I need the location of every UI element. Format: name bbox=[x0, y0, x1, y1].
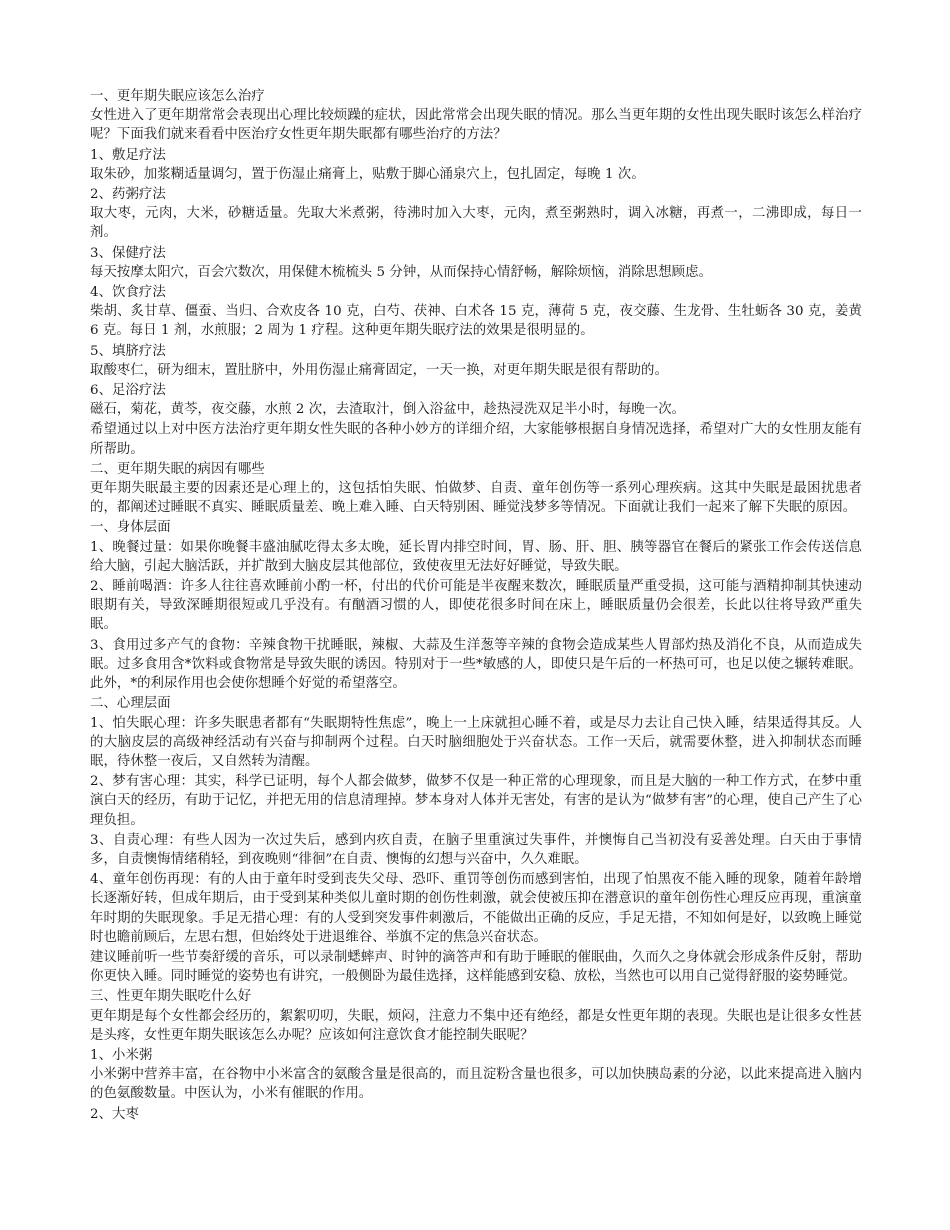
subsection-heading: 4、饮食疗法 bbox=[90, 285, 166, 301]
subsection-heading: 一、身体层面 bbox=[90, 520, 171, 536]
paragraph: 每天按摩太阳穴，百会穴数次，用保健木梳梳头 5 分钟，从而保持心情舒畅，解除烦恼，消除思想顾虑。 bbox=[90, 264, 713, 280]
paragraph: 3、自责心理：有些人因为一次过失后，感到内疚自责，在脑子里重演过失事件，并懊悔自己当初没有妥善处理。白天由于事情多，自责懊悔情绪稍轻，到夜晚则“徘徊”在自责、懊悔的幻想与兴奋中，久久难眠。 bbox=[90, 832, 862, 867]
paragraph: 1、怕失眠心理：许多失眠患者都有“失眠期特性焦虑”，晚上一上床就担心睡不着，或是尽力去让自己快入睡，结果适得其反。人的大脑皮层的高级神经活动有兴奋与抑制两个过程。白天时脑细胞处于兴奋状态。工作一天后，就需要休整，进入抑制状态而睡眠，待休整一夜后，又自然转为清醒。 bbox=[90, 715, 862, 769]
paragraph: 磁石，菊花，黄芩，夜交藤，水煎 2 次，去渣取汁，倒入浴盆中，趁热浸洗双足半小时，每晚一次。 bbox=[90, 402, 686, 418]
section-heading: 一、更年期失眠应该怎么治疗 bbox=[90, 89, 265, 104]
subsection-heading: 1、敷足疗法 bbox=[90, 147, 166, 163]
section-heading: 二、更年期失眠的病因有哪些 bbox=[90, 461, 265, 477]
subsection-heading: 2、药粥疗法 bbox=[90, 187, 166, 203]
paragraph: 女性进入了更年期常常会表现出心理比较烦躁的症状，因此常常会出现失眠的情况。那么当更年期的女性出现失眠时该怎么样治疗呢？下面我们就来看看中医治疗女性更年期失眠都有哪些治疗的方法？ bbox=[90, 108, 862, 143]
subsection-heading: 6、足浴疗法 bbox=[90, 383, 166, 399]
subsection-heading: 二、心理层面 bbox=[90, 696, 171, 712]
paragraph: 更年期是每个女性都会经历的，絮絮叨叨，失眠，烦闷，注意力不集中还有绝经，都是女性更年期的表现。失眠也是让很多女性甚是头疼，女性更年期失眠该怎么办呢？应该如何注意饮食才能控制失眠呢？ bbox=[90, 1008, 862, 1043]
subsection-heading: 5、填脐疗法 bbox=[90, 343, 166, 359]
subsection-heading: 2、大枣 bbox=[90, 1106, 139, 1122]
subsection-heading: 3、保健疗法 bbox=[90, 245, 166, 261]
subsection-heading: 1、小米粥 bbox=[90, 1047, 153, 1063]
paragraph: 更年期失眠最主要的因素还是心理上的，这包括怕失眠、怕做梦、自责、童年创伤等一系列心理疾病。这其中失眠是最困扰患者的，都阐述过睡眠不真实、睡眠质量差、晚上难入睡、白天特别困、睡觉浅梦多等情况。下面就让我们一起来了解下失眠的原因。 bbox=[90, 481, 862, 516]
paragraph: 2、睡前喝酒：许多人往往喜欢睡前小酌一杯，付出的代价可能是半夜醒来数次，睡眠质量严重受损，这可能与酒精抑制其快速动眼期有关，导致深睡期很短或几乎没有。有酗酒习惯的人，即使花很多时间在床上，睡眠质量仍会很差，长此以往将导致严重失眠。 bbox=[90, 579, 862, 633]
paragraph: 1、晚餐过量：如果你晚餐丰盛油腻吃得太多太晚，延长胃内排空时间，胃、肠、肝、胆、胰等器官在餐后的紧张工作会传送信息给大脑，引起大脑活跃，并扩散到大脑皮层其他部位，致使夜里无法好好睡觉，导致失眠。 bbox=[90, 539, 862, 574]
paragraph: 建议睡前听一些节奏舒缓的音乐，可以录制蟋蟀声、时钟的滴答声和有助于睡眠的催眠曲，久而久之身体就会形成条件反射，帮助你更快入睡。同时睡觉的姿势也有讲究，一般侧卧为最佳选择，这样能感到安稳、放松，当然也可以用自己觉得舒服的姿势睡觉。 bbox=[90, 949, 862, 985]
paragraph: 取酸枣仁，研为细末，置肚脐中，外用伤湿止痛膏固定，一天一换，对更年期失眠是很有帮助的。 bbox=[90, 362, 668, 378]
section-heading: 三、性更年期失眠吃什么好 bbox=[90, 989, 252, 1005]
paragraph: 3、食用过多产气的食物：辛辣食物干扰睡眠，辣椒、大蒜及生洋葱等辛辣的食物会造成某些人胃部灼热及消化不良，从而造成失眠。过多食用含*饮料或食物常是导致失眠的诱因。特别对于一些*敏感的人，即使只是午后的一杯热可可，也足以使之辗转难眠。此外，*的利尿作用也会使你想睡个好觉的希望落空。 bbox=[90, 637, 862, 692]
paragraph: 小米粥中营养丰富，在谷物中小米富含的氨酸含量是很高的，而且淀粉含量也很多，可以加快胰岛素的分泌，以此来提高进入脑内的色氨酸数量。中医认为，小米有催眠的作用。 bbox=[90, 1067, 862, 1102]
paragraph: 希望通过以上对中医方法治疗更年期女性失眠的各种小妙方的详细介绍，大家能够根据自身情况选择，希望对广大的女性朋友能有所帮助。 bbox=[90, 422, 862, 457]
paragraph: 取朱砂，加浆糊适量调匀，置于伤湿止痛膏上，贴敷于脚心涌泉穴上，包扎固定，每晚 1 次。 bbox=[90, 166, 645, 182]
paragraph: 2、梦有害心理：其实，科学已证明，每个人都会做梦，做梦不仅是一种正常的心理现象，而且是大脑的一种工作方式，在梦中重演白天的经历，有助于记忆，并把无用的信息清理掉。梦本身对人体并无害处，有害的是认为“做梦有害”的心理，使自己产生了心理负担。 bbox=[90, 774, 862, 828]
document-page bbox=[90, 86, 862, 1124]
paragraph: 取大枣，元肉，大米，砂糖适量。先取大米煮粥，待沸时加入大枣，元肉，煮至粥熟时，调入冰糖，再煮一，二沸即成，每日一剂。 bbox=[90, 206, 862, 241]
paragraph: 柴胡、炙甘草、僵蚕、当归、合欢皮各 10 克，白芍、茯神、白术各 15 克，薄荷 5 克，夜交藤、生龙骨、生牡蛎各 30 克，姜黄 6 克。每日 1 剂，水煎服；2 周为 1 疗程。这种更年期失眠疗法的效果是很明显的。 bbox=[90, 304, 862, 339]
paragraph: 4、童年创伤再现：有的人由于童年时受到丧失父母、恐吓、重罚等创伤而感到害怕，出现了怕黑夜不能入睡的现象，随着年龄增长逐渐好转，但成年期后，由于受到某种类似儿童时期的创伤性刺激，就会使被压抑在潜意识的童年创伤性心理反应再现，重演童年时期的失眠现象。手足无措心理：有的人受到突发事件刺激后，不能做出正确的反应，手足无措，不知如何是好，以致晚上睡觉时也瞻前顾后，左思右想，但始终处于进退维谷、举旗不定的焦急兴奋状态。 bbox=[90, 872, 862, 945]
